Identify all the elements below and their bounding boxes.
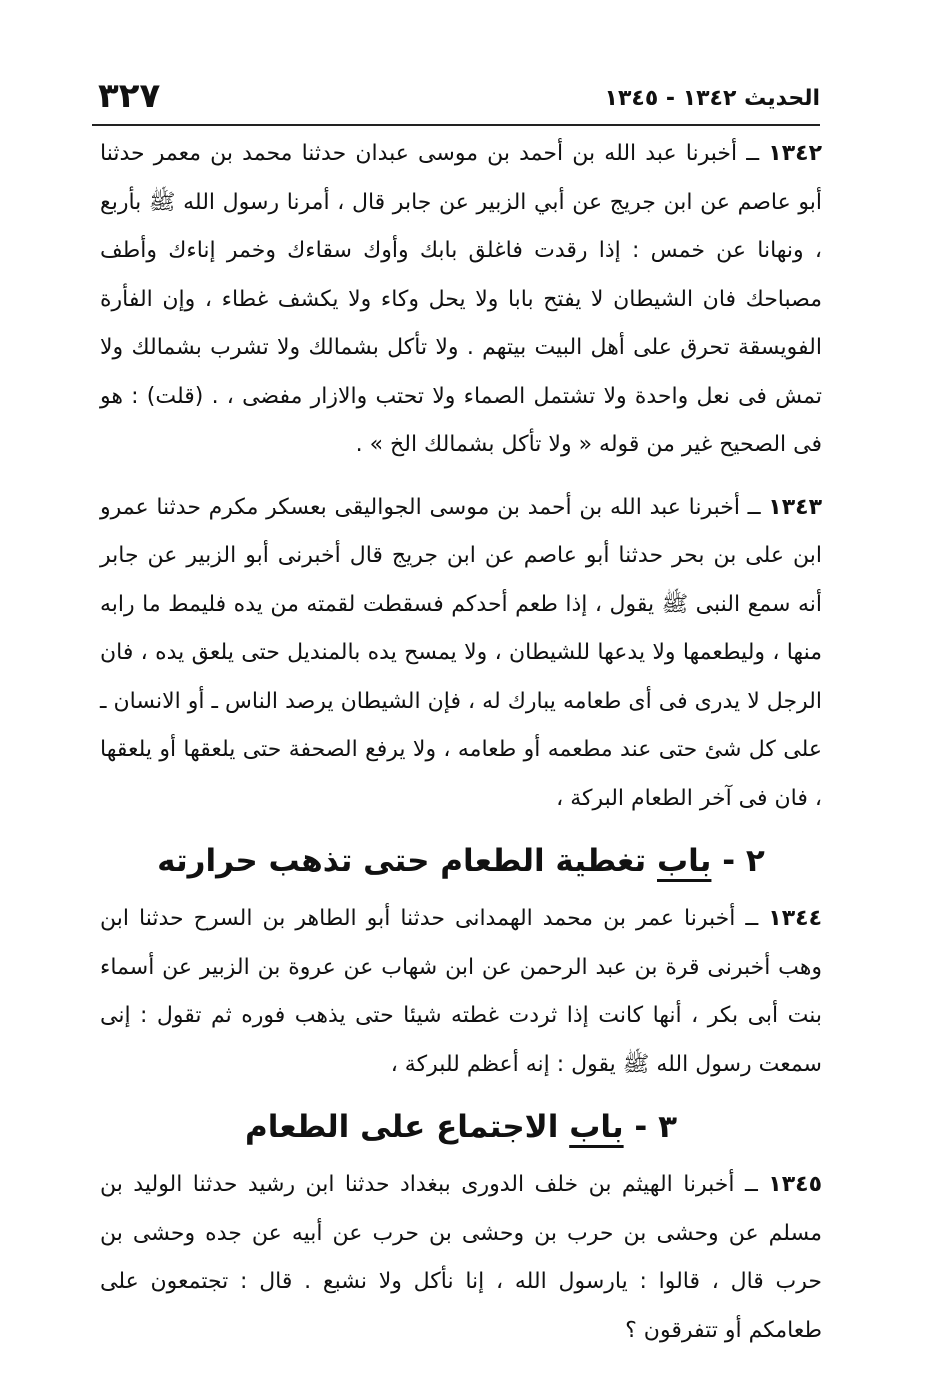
- hadith-text: ــ أخبرنا عبد الله بن أحمد بن موسى الجواليقى بعسكر مكرم حدثنا عمرو ابن على بن بحر حدثنا أبو عاصم عن ابن جريج قال أخبرنى أبو الزبير عن جابر أنه سمع النبى ﷺ يقول ، إذا طعم أحدكم فسقطت لقمته من يده فليمط ما رابه منها ، وليطعمها ولا يدعها للشيطان ، ولا يمسح يده بالمنديل حتى يلعق يده ، فان الرجل لا يدرى فى أى طعامه يبارك له ، فإن الشيطان يرصد الناس ـ أو الانسان ـ على كل شئ حتى عند مطعمه أو طعامه ، ولا يرفع الصحفة حتى يلعقها أو يلعقها ، فان فى آخر الطعام البركة ،: [100, 494, 822, 811]
- chapter-number: ٢: [745, 843, 765, 879]
- hadith-1345: [100, 1161, 822, 1355]
- hadith-text: ــ أخبرنا عبد الله بن أحمد بن موسى عبدان حدثنا محمد بن معمر حدثنا أبو عاصم عن ابن جريج عن أبي الزبير عن جابر قال ، أمرنا رسول الله ﷺ بأربع ، ونهانا عن خمس : إذا رقدت فاغلق بابك وأوك سقاءك وخمر إناءك وأطف مصباحك فان الشيطان لا يفتح بابا ولا يحل وكاء ولا يكشف غطاء ، وإن الفأرة الفويسقة تحرق على أهل البيت بيتهم . ولا تأكل بشمالك ولا تشرب بشمالك ولا تمش فى نعل واحدة ولا تشتمل الصماء ولا تحتب والازار مفضى ، . (قلت) : هو فى الصحيح غير من قوله « ولا تأكل بشمالك الخ » .: [100, 141, 822, 457]
- hadith-text: ــ أخبرنا عمر بن محمد الهمدانى حدثنا أبو الطاهر بن السرح حدثنا ابن وهب أخبرنى قرة بن عبد الرحمن عن ابن شهاب عن عروة بن الزبير عن أسماء بنت أبى بكر ، أنها كانت إذا ثردت غطته شيئا حتى يذهب فوره ثم تقول : إنى سمعت رسول الله ﷺ يقول : إنه أعظم للبركة ،: [100, 906, 822, 1077]
- hadith-text: ــ أخبرنا الهيثم بن خلف الدورى ببغداد حدثنا ابن رشيد حدثنا الوليد بن مسلم عن وحشى بن حرب بن وحشى بن حرب عن أبيه عن جده وحشى بن حرب قال ، قالوا : يارسول الله ، إنا نأكل ولا نشبع . قال : تجتمعون على طعامكم أو تتفرقون ؟: [100, 1172, 822, 1343]
- hadith-1342: [100, 130, 822, 470]
- page-header: [92, 74, 820, 126]
- chapter-number: ٣: [658, 1109, 678, 1145]
- chapter-label: باب: [657, 843, 712, 879]
- chapter-title: تغطية الطعام حتى تذهب حرارته: [157, 843, 647, 879]
- running-title: الحديث ١٣٤٢ - ١٣٤٥: [604, 86, 820, 111]
- page-number: ٣٢٧: [98, 76, 161, 116]
- chapter-heading-3: ٣ - باب الاجتماع على الطعام: [244, 1109, 678, 1145]
- page-body: [100, 130, 822, 1355]
- hadith-number: ١٣٤٣: [768, 494, 823, 520]
- chapter-label: باب: [569, 1109, 624, 1145]
- hadith-number: ١٣٤٢: [768, 141, 822, 166]
- hadith-number: ١٣٤٥: [768, 1172, 822, 1197]
- chapter-title: الاجتماع على الطعام: [244, 1109, 559, 1145]
- hadith-number: ١٣٤٤: [768, 906, 822, 931]
- hadith-1344: [100, 895, 822, 1089]
- chapter-heading-2: ٢ - باب تغطية الطعام حتى تذهب حرارته: [157, 843, 765, 879]
- hadith-1343: [100, 484, 822, 824]
